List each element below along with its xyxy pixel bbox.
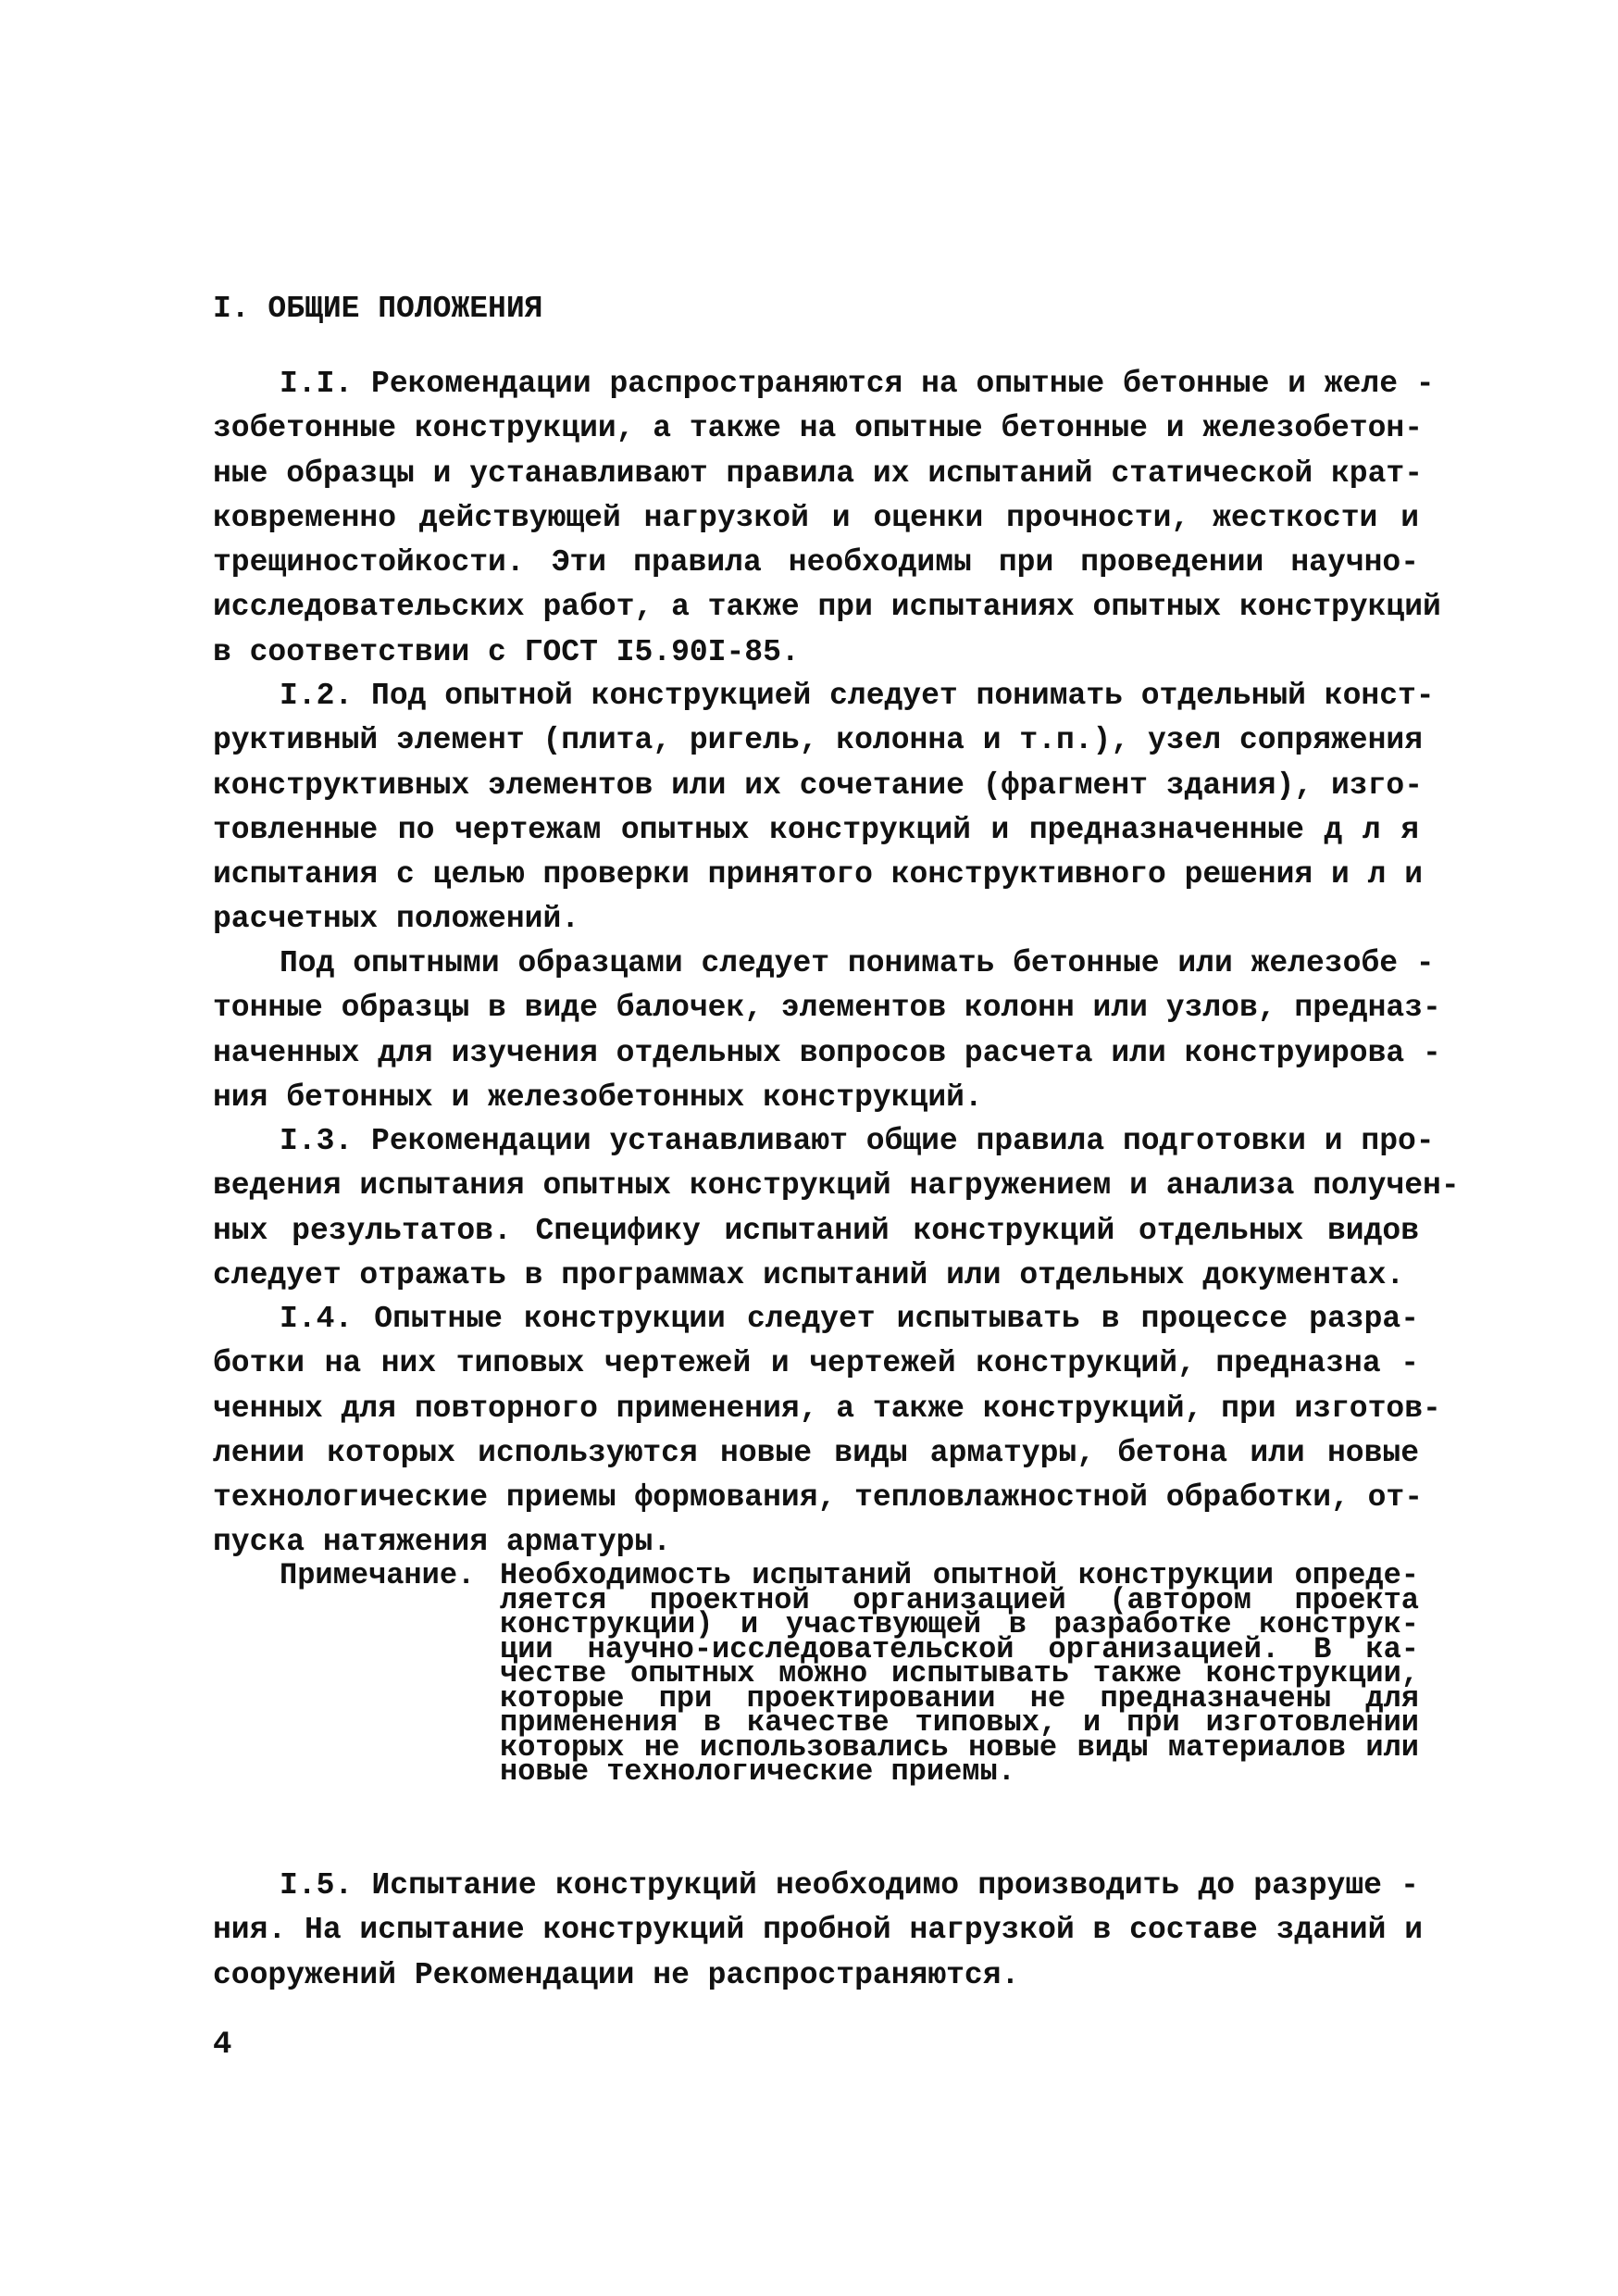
paragraph-1-3 xyxy=(213,1119,1460,1298)
page-number: 4 xyxy=(213,2028,232,2063)
note-label: Примечание. xyxy=(280,1558,476,1592)
paragraph-1-4 xyxy=(213,1297,1441,1566)
note-line: конструкции) и участвующей в разработке конструк- xyxy=(500,1607,1419,1641)
paragraph-1-2 xyxy=(213,674,1435,942)
note-line: ляется проектной организацией (автором проекта xyxy=(500,1582,1419,1617)
text-line: Под опытными образцами следует понимать бетонные или железобе - xyxy=(280,946,1435,980)
text-line: лении которых используются новые виды арматуры, бетона или новые xyxy=(213,1435,1419,1470)
text-line: ния бетонных и железобетонных конструкций. xyxy=(213,1079,983,1115)
text-line: пуска натяжения арматуры. xyxy=(213,1525,672,1560)
text-line: зобетонные конструкции, а также на опытные бетонные и железобетон- xyxy=(213,411,1424,446)
note-line: ции научно-исследовательской организацией. В ка- xyxy=(500,1631,1419,1666)
note-line: новые технологические приемы. xyxy=(500,1754,1015,1789)
text-line: ния. На испытание конструкций пробной нагрузкой в составе зданий и xyxy=(213,1913,1424,1948)
text-line: ченных для повторного применения, а также конструкций, при изготов- xyxy=(213,1391,1441,1426)
paragraph-1-1 xyxy=(213,362,1441,675)
note-line: честве опытных можно испытывать также конструкции, xyxy=(500,1656,1419,1691)
text-line: товленные по чертежам опытных конструкций и предназначенные д л я xyxy=(213,812,1419,847)
text-line: трещиностойкости. Эти правила необходимы при проведении научно- xyxy=(213,545,1419,580)
paragraph-1-5 xyxy=(213,1864,1424,1998)
text-line: ботки на них типовых чертежей и чертежей конструкций, предназна - xyxy=(213,1346,1419,1381)
text-line: расчетных положений. xyxy=(213,902,580,937)
note-line: применения в качестве типовых, и при изготовлении xyxy=(500,1705,1419,1740)
note-line: которые при проектировании не предназначены для xyxy=(500,1680,1419,1716)
text-line: ных результатов. Специфику испытаний конструкций отдельных видов xyxy=(213,1213,1419,1248)
text-line: конструктивных элементов или их сочетание (фрагмент здания), изго- xyxy=(213,767,1424,803)
text-line: I.5. Испытание конструкций необходимо производить до разруше - xyxy=(280,1868,1419,1903)
text-line: I.4. Опытные конструкции следует испытывать в процессе разра- xyxy=(280,1302,1419,1336)
section-heading: I. ОБЩИЕ ПОЛОЖЕНИЯ xyxy=(213,292,543,326)
text-line: ные образцы и устанавливают правила их испытаний статической крат- xyxy=(213,455,1424,491)
text-line: ведения испытания опытных конструкций нагружением и анализа получен- xyxy=(213,1168,1460,1204)
text-line: испытания с целью проверки принятого конструктивного решения и л и xyxy=(213,857,1424,892)
note-line: которых не использовались новые виды материалов или xyxy=(500,1729,1419,1765)
text-line: наченных для изучения отдельных вопросов расчета или конструирова - xyxy=(213,1035,1441,1070)
note-body xyxy=(500,1558,1419,1789)
text-line: I.2. Под опытной конструкцией следует понимать отдельный конст- xyxy=(280,679,1435,713)
text-line: ковременно действующей нагрузкой и оценки прочности, жесткости и xyxy=(213,500,1419,535)
text-line: тонные образцы в виде балочек, элементов колонн или узлов, предназ- xyxy=(213,991,1441,1026)
text-line: I.3. Рекомендации устанавливают общие правила подготовки и про- xyxy=(280,1124,1435,1158)
text-line: сооружений Рекомендации не распространяются. xyxy=(213,1957,1020,1992)
text-line: следует отражать в программах испытаний или отдельных документах. xyxy=(213,1257,1405,1292)
text-line: в соответствии с ГОСТ I5.90I-85. xyxy=(213,634,800,669)
text-line: руктивный элемент (плита, ригель, колонна и т.п.), узел сопряжения xyxy=(213,723,1424,758)
text-line: технологические приемы формования, тепловлажностной обработки, от- xyxy=(213,1480,1424,1516)
text-line: I.I. Рекомендации распространяются на опытные бетонные и желе - xyxy=(280,367,1435,401)
paragraph-specimens xyxy=(213,942,1441,1120)
text-line: исследовательских работ, а также при испытаниях опытных конструкций xyxy=(213,590,1441,625)
note-line: Необходимость испытаний опытной конструкции опреде- xyxy=(500,1558,1419,1592)
